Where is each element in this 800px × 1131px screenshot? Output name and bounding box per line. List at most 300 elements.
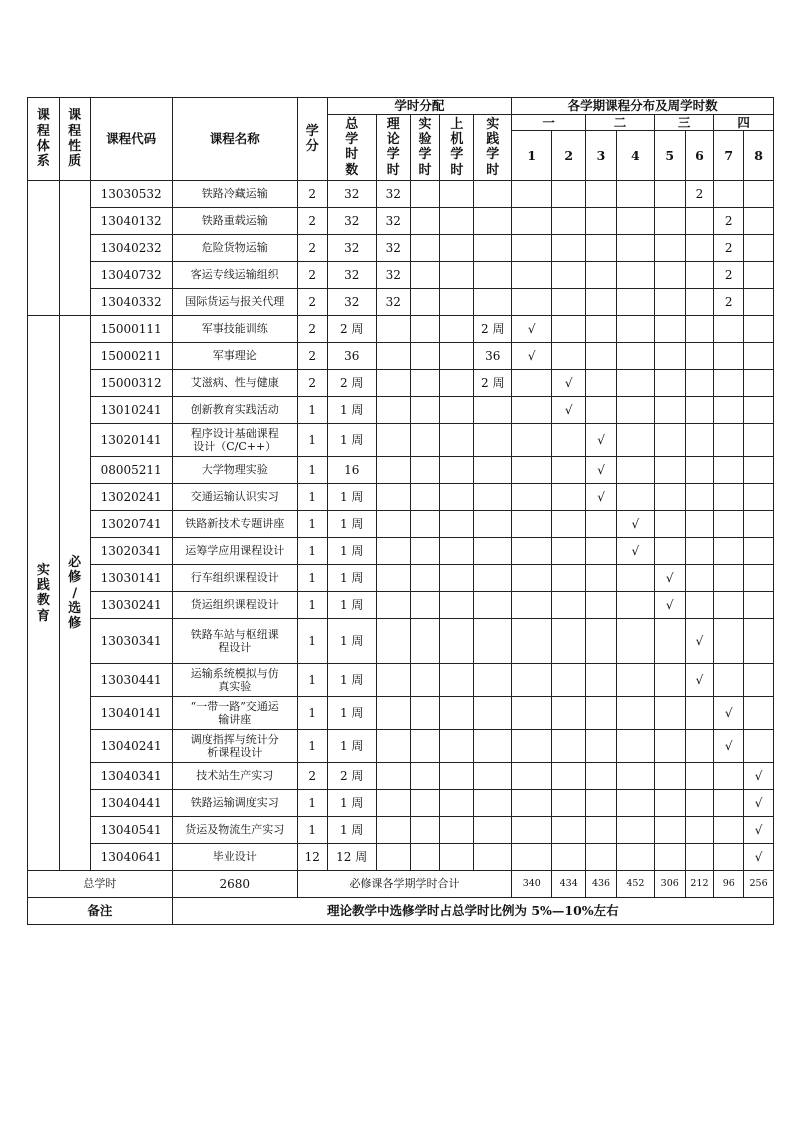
course-semester-5 — [654, 844, 685, 871]
course-theory-hours — [376, 664, 410, 697]
course-name-line: 设计（C/C++） — [193, 440, 277, 454]
course-name — [172, 697, 297, 730]
course-semester-5 — [654, 538, 685, 565]
course-experiment-hours — [410, 208, 440, 235]
course-theory-hours — [376, 817, 410, 844]
course-name-line: 货运组织课程设计 — [190, 598, 279, 612]
course-semester-1 — [512, 484, 552, 511]
course-total-hours: 2 周 — [327, 370, 376, 397]
course-semester-7 — [714, 592, 744, 619]
course-name — [172, 289, 297, 316]
course-name — [172, 262, 297, 289]
course-theory-hours — [376, 619, 410, 664]
table-row — [28, 697, 774, 730]
course-code: 15000111 — [90, 316, 172, 343]
course-computer-hours — [440, 316, 474, 343]
course-semester-1 — [512, 397, 552, 424]
course-theory-hours: 32 — [376, 181, 410, 208]
header-semester-3: 3 — [586, 131, 617, 181]
header-experiment — [410, 114, 440, 181]
course-practice-hours — [474, 790, 512, 817]
header-semester-6: 6 — [685, 131, 714, 181]
course-semester-3 — [586, 538, 617, 565]
course-semester-4 — [616, 235, 654, 262]
course-total-hours: 1 周 — [327, 511, 376, 538]
course-semester-8: √ — [744, 790, 774, 817]
course-name-line: 运输系统模拟与仿 — [190, 666, 279, 680]
course-computer-hours — [440, 343, 474, 370]
course-experiment-hours — [410, 844, 440, 871]
course-semester-3 — [586, 697, 617, 730]
course-semester-2 — [552, 619, 586, 664]
course-total-hours: 32 — [327, 208, 376, 235]
course-practice-hours — [474, 763, 512, 790]
course-total-hours: 2 周 — [327, 763, 376, 790]
course-code: 13040541 — [90, 817, 172, 844]
course-total-hours: 2 周 — [327, 316, 376, 343]
header-category-text: 课 程 体 系 — [36, 108, 50, 170]
course-semester-1 — [512, 790, 552, 817]
course-practice-hours — [474, 208, 512, 235]
header-theory-text: 理 论 学 时 — [386, 116, 400, 178]
course-semester-1 — [512, 763, 552, 790]
course-semester-4 — [616, 289, 654, 316]
curriculum-table — [27, 97, 774, 925]
header-semester-2: 2 — [552, 131, 586, 181]
header-total — [327, 114, 376, 181]
course-semester-5: √ — [654, 565, 685, 592]
course-semester-1 — [512, 370, 552, 397]
course-credit: 2 — [297, 235, 327, 262]
table-row — [28, 565, 774, 592]
course-theory-hours: 32 — [376, 235, 410, 262]
course-experiment-hours — [410, 817, 440, 844]
course-total-hours: 1 周 — [327, 619, 376, 664]
course-credit: 2 — [297, 289, 327, 316]
course-theory-hours — [376, 790, 410, 817]
course-name — [172, 538, 297, 565]
course-credit: 2 — [297, 316, 327, 343]
course-semester-6 — [685, 457, 714, 484]
course-total-hours: 1 周 — [327, 565, 376, 592]
course-code: 13040341 — [90, 763, 172, 790]
course-semester-4 — [616, 565, 654, 592]
course-semester-8: √ — [744, 844, 774, 871]
course-name — [172, 763, 297, 790]
table-row — [28, 424, 774, 457]
course-practice-hours — [474, 697, 512, 730]
course-credit: 1 — [297, 817, 327, 844]
header-practice — [474, 114, 512, 181]
course-theory-hours — [376, 457, 410, 484]
course-practice-hours — [474, 565, 512, 592]
course-semester-1 — [512, 511, 552, 538]
table-row — [28, 619, 774, 664]
course-practice-hours — [474, 511, 512, 538]
course-theory-hours — [376, 697, 410, 730]
course-credit: 1 — [297, 397, 327, 424]
course-practice-hours — [474, 844, 512, 871]
course-code: 13030441 — [90, 664, 172, 697]
header-theory — [376, 114, 410, 181]
course-experiment-hours — [410, 697, 440, 730]
course-total-hours: 1 周 — [327, 664, 376, 697]
course-semester-3 — [586, 370, 617, 397]
course-semester-1 — [512, 424, 552, 457]
course-experiment-hours — [410, 457, 440, 484]
header-code: 课程代码 — [90, 98, 172, 181]
course-practice-hours — [474, 181, 512, 208]
course-semester-3 — [586, 397, 617, 424]
course-semester-1 — [512, 844, 552, 871]
header-nature — [59, 98, 90, 181]
table-row — [28, 844, 774, 871]
course-name-line: 军事技能训练 — [201, 322, 268, 336]
course-semester-6 — [685, 817, 714, 844]
course-code: 13040641 — [90, 844, 172, 871]
course-semester-5 — [654, 730, 685, 763]
course-name-line: 运筹学应用课程设计 — [185, 544, 285, 558]
course-semester-4 — [616, 343, 654, 370]
course-credit: 2 — [297, 262, 327, 289]
course-semester-6 — [685, 208, 714, 235]
course-practice-hours: 2 周 — [474, 370, 512, 397]
course-semester-6 — [685, 289, 714, 316]
course-semester-5 — [654, 343, 685, 370]
course-practice-hours — [474, 592, 512, 619]
course-semester-2 — [552, 316, 586, 343]
course-computer-hours — [440, 484, 474, 511]
course-semester-2 — [552, 538, 586, 565]
course-semester-7: √ — [714, 697, 744, 730]
course-semester-2: √ — [552, 370, 586, 397]
course-total-hours: 12 周 — [327, 844, 376, 871]
course-name-line: 铁路新技术专题讲座 — [185, 517, 285, 531]
course-total-hours: 1 周 — [327, 424, 376, 457]
course-computer-hours — [440, 592, 474, 619]
course-practice-hours — [474, 262, 512, 289]
course-computer-hours — [440, 817, 474, 844]
course-name — [172, 511, 297, 538]
course-semester-7 — [714, 817, 744, 844]
course-experiment-hours — [410, 619, 440, 664]
header-credit — [297, 98, 327, 181]
course-semester-7 — [714, 343, 744, 370]
course-practice-hours — [474, 817, 512, 844]
course-theory-hours — [376, 730, 410, 763]
course-code: 13030141 — [90, 565, 172, 592]
course-semester-6 — [685, 235, 714, 262]
course-semester-3 — [586, 565, 617, 592]
course-theory-hours — [376, 316, 410, 343]
header-experiment-text: 实 验 学 时 — [418, 116, 432, 178]
course-semester-8 — [744, 664, 774, 697]
course-experiment-hours — [410, 235, 440, 262]
course-semester-7: 2 — [714, 208, 744, 235]
course-name-line: 程设计 — [218, 641, 252, 655]
course-semester-1: √ — [512, 316, 552, 343]
course-theory-hours — [376, 763, 410, 790]
course-name — [172, 235, 297, 262]
course-semester-5 — [654, 790, 685, 817]
course-code: 08005211 — [90, 457, 172, 484]
course-theory-hours — [376, 538, 410, 565]
course-computer-hours — [440, 511, 474, 538]
course-credit: 1 — [297, 790, 327, 817]
course-semester-2 — [552, 790, 586, 817]
course-computer-hours — [440, 235, 474, 262]
course-theory-hours — [376, 424, 410, 457]
semester-total-8: 256 — [744, 871, 774, 898]
course-semester-5 — [654, 424, 685, 457]
course-semester-3: √ — [586, 424, 617, 457]
course-semester-7 — [714, 424, 744, 457]
course-total-hours: 1 周 — [327, 790, 376, 817]
course-semester-2 — [552, 565, 586, 592]
course-semester-4 — [616, 424, 654, 457]
course-semester-5 — [654, 817, 685, 844]
course-semester-5 — [654, 397, 685, 424]
course-name-line: 行车组织课程设计 — [190, 571, 279, 585]
course-semester-4 — [616, 763, 654, 790]
course-semester-7 — [714, 565, 744, 592]
course-semester-3 — [586, 844, 617, 871]
course-semester-1 — [512, 181, 552, 208]
course-semester-8 — [744, 370, 774, 397]
course-semester-8 — [744, 457, 774, 484]
course-semester-2 — [552, 457, 586, 484]
course-semester-1 — [512, 592, 552, 619]
semester-total-7: 96 — [714, 871, 744, 898]
course-code: 13020141 — [90, 424, 172, 457]
course-name-line: 铁路重载运输 — [201, 214, 268, 228]
header-semester-8: 8 — [744, 131, 774, 181]
course-theory-hours — [376, 370, 410, 397]
course-semester-5: √ — [654, 592, 685, 619]
semester-total-4: 452 — [616, 871, 654, 898]
course-semester-1 — [512, 538, 552, 565]
course-total-hours: 1 周 — [327, 484, 376, 511]
course-semester-3 — [586, 343, 617, 370]
course-semester-4 — [616, 316, 654, 343]
course-semester-2 — [552, 208, 586, 235]
course-semester-7 — [714, 316, 744, 343]
table-row — [28, 484, 774, 511]
course-semester-5 — [654, 208, 685, 235]
header-year-4: 四 — [714, 114, 774, 131]
course-semester-8 — [744, 181, 774, 208]
course-practice-hours — [474, 664, 512, 697]
course-code: 13040141 — [90, 697, 172, 730]
course-credit: 2 — [297, 343, 327, 370]
header-hours-group: 学时分配 — [327, 98, 512, 115]
course-credit: 2 — [297, 181, 327, 208]
course-semester-7 — [714, 790, 744, 817]
course-semester-3 — [586, 763, 617, 790]
course-experiment-hours — [410, 565, 440, 592]
course-semester-2 — [552, 235, 586, 262]
course-experiment-hours — [410, 664, 440, 697]
course-experiment-hours — [410, 511, 440, 538]
course-credit: 1 — [297, 424, 327, 457]
course-name — [172, 730, 297, 763]
header-semester-1: 1 — [512, 131, 552, 181]
course-practice-hours: 36 — [474, 343, 512, 370]
course-semester-2 — [552, 262, 586, 289]
course-semester-3 — [586, 619, 617, 664]
semester-total-6: 212 — [685, 871, 714, 898]
course-semester-6: √ — [685, 664, 714, 697]
course-semester-4 — [616, 457, 654, 484]
course-semester-7 — [714, 484, 744, 511]
course-semester-2: √ — [552, 397, 586, 424]
course-credit: 1 — [297, 565, 327, 592]
course-semester-4 — [616, 790, 654, 817]
course-semester-6 — [685, 484, 714, 511]
course-credit: 1 — [297, 664, 327, 697]
header-semester-5: 5 — [654, 131, 685, 181]
course-practice-hours — [474, 538, 512, 565]
course-semester-8: √ — [744, 763, 774, 790]
course-semester-4 — [616, 370, 654, 397]
course-credit: 2 — [297, 208, 327, 235]
course-semester-2 — [552, 181, 586, 208]
course-semester-7 — [714, 538, 744, 565]
table-row — [28, 817, 774, 844]
course-semester-4 — [616, 592, 654, 619]
course-experiment-hours — [410, 181, 440, 208]
course-code: 13040332 — [90, 289, 172, 316]
course-semester-2 — [552, 592, 586, 619]
course-practice-hours — [474, 424, 512, 457]
course-practice-hours — [474, 457, 512, 484]
course-semester-7 — [714, 181, 744, 208]
course-practice-hours — [474, 289, 512, 316]
course-code: 13040132 — [90, 208, 172, 235]
course-semester-2 — [552, 343, 586, 370]
course-semester-4: √ — [616, 511, 654, 538]
course-credit: 1 — [297, 619, 327, 664]
course-name-line: 客运专线运输组织 — [190, 268, 279, 282]
course-practice-hours — [474, 484, 512, 511]
course-semester-4 — [616, 817, 654, 844]
course-computer-hours — [440, 181, 474, 208]
course-computer-hours — [440, 262, 474, 289]
course-semester-3 — [586, 664, 617, 697]
course-name — [172, 817, 297, 844]
course-total-hours: 36 — [327, 343, 376, 370]
header-nature-text: 课 程 性 质 — [68, 108, 82, 170]
course-experiment-hours — [410, 343, 440, 370]
course-name-line: 技术站生产实习 — [196, 769, 274, 783]
course-name — [172, 343, 297, 370]
course-semester-5 — [654, 619, 685, 664]
course-semester-3 — [586, 289, 617, 316]
header-total-text: 总 学 时 数 — [345, 116, 359, 178]
course-semester-8 — [744, 592, 774, 619]
course-semester-1 — [512, 619, 552, 664]
course-credit: 1 — [297, 484, 327, 511]
course-semester-7 — [714, 619, 744, 664]
course-computer-hours — [440, 457, 474, 484]
course-semester-1 — [512, 208, 552, 235]
course-semester-2 — [552, 511, 586, 538]
table-row — [28, 181, 774, 208]
course-experiment-hours — [410, 316, 440, 343]
course-semester-8 — [744, 484, 774, 511]
table-row — [28, 664, 774, 697]
course-semester-3 — [586, 316, 617, 343]
course-semester-8 — [744, 538, 774, 565]
course-semester-7 — [714, 763, 744, 790]
table-row — [28, 208, 774, 235]
course-name — [172, 457, 297, 484]
course-semester-6 — [685, 397, 714, 424]
semester-total-5: 306 — [654, 871, 685, 898]
course-semester-3 — [586, 817, 617, 844]
course-semester-3 — [586, 511, 617, 538]
table-row — [28, 370, 774, 397]
course-name-line: 铁路车站与枢纽课 — [190, 627, 279, 641]
course-semester-3 — [586, 262, 617, 289]
course-semester-4 — [616, 844, 654, 871]
course-semester-7: √ — [714, 730, 744, 763]
course-semester-4 — [616, 730, 654, 763]
course-theory-hours — [376, 343, 410, 370]
course-semester-6 — [685, 424, 714, 457]
category-practice-text: 实 践 教 育 — [36, 562, 50, 624]
course-credit: 1 — [297, 697, 327, 730]
course-semester-8 — [744, 511, 774, 538]
table-row — [28, 289, 774, 316]
course-experiment-hours — [410, 262, 440, 289]
nature-practice-text: 必 修 / 选 修 — [68, 554, 82, 632]
course-rows — [28, 181, 774, 871]
table-row — [28, 730, 774, 763]
course-semester-4: √ — [616, 538, 654, 565]
course-semester-8 — [744, 397, 774, 424]
course-semester-5 — [654, 289, 685, 316]
course-theory-hours — [376, 397, 410, 424]
course-semester-4 — [616, 484, 654, 511]
course-semester-4 — [616, 397, 654, 424]
table-row — [28, 397, 774, 424]
table-row — [28, 763, 774, 790]
course-name — [172, 208, 297, 235]
course-semester-8 — [744, 316, 774, 343]
course-semester-1 — [512, 289, 552, 316]
course-name — [172, 484, 297, 511]
header-name: 课程名称 — [172, 98, 297, 181]
course-credit: 1 — [297, 511, 327, 538]
course-semester-3 — [586, 235, 617, 262]
header-credit-text: 学 分 — [305, 123, 319, 155]
course-total-hours: 32 — [327, 181, 376, 208]
course-experiment-hours — [410, 289, 440, 316]
course-computer-hours — [440, 565, 474, 592]
semester-total-1: 340 — [512, 871, 552, 898]
header-year-2: 二 — [586, 114, 655, 131]
course-theory-hours — [376, 511, 410, 538]
course-name-line: 毕业设计 — [212, 850, 257, 864]
course-semester-1: √ — [512, 343, 552, 370]
header-practice-text: 实 践 学 时 — [486, 116, 500, 178]
table-row — [28, 790, 774, 817]
course-semester-2 — [552, 844, 586, 871]
header-computer — [440, 114, 474, 181]
header-category — [28, 98, 60, 181]
course-semester-6 — [685, 790, 714, 817]
